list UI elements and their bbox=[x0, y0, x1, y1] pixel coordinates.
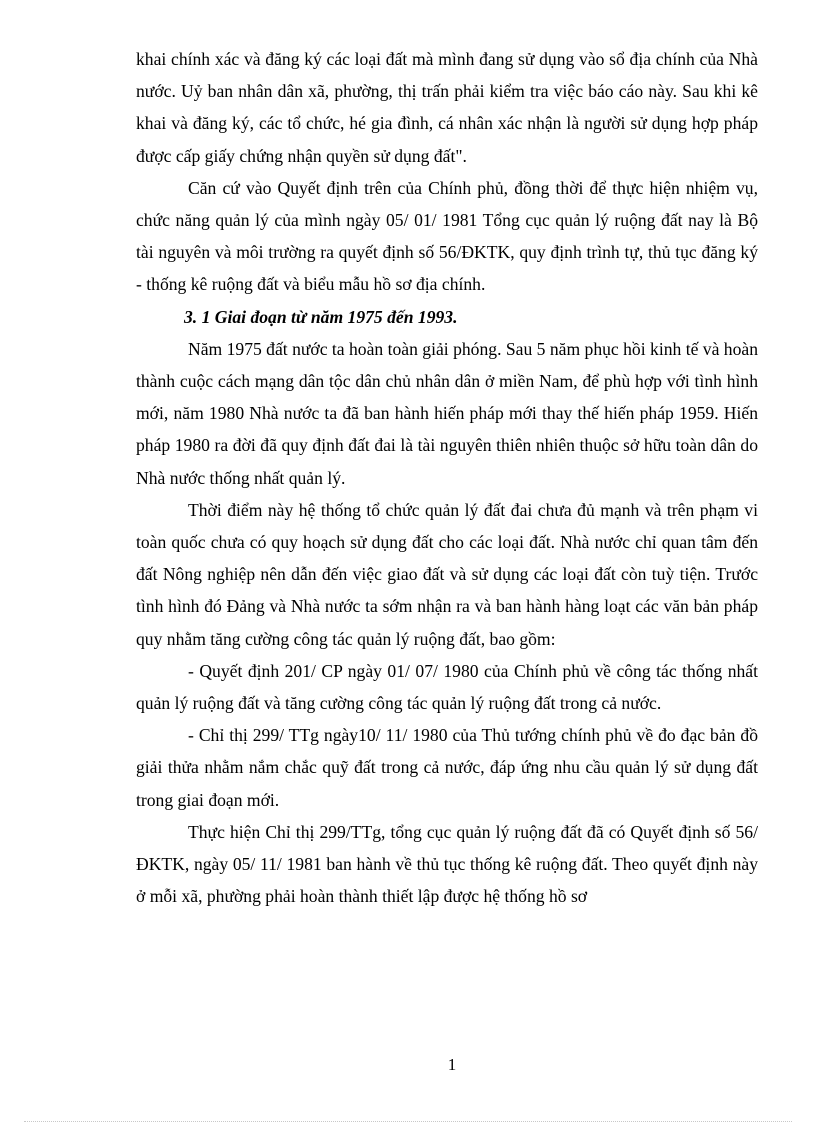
page-bottom-divider bbox=[24, 1121, 792, 1122]
page-number: 1 bbox=[447, 1055, 457, 1074]
paragraph: Căn cứ vào Quyết định trên của Chính phủ, đồng thời để thực hiện nhiệm vụ, chức năng quản lý của mình ngày 05/ 01/ 1981 Tổng cục quản lý ruộng đất nay là Bộ tài nguyên và môi trường ra quyết định số 56/ĐKTK, quy định trình tự, thủ tục đăng ký - thống kê ruộng đất và biểu mẫu hồ sơ địa chính. bbox=[136, 177, 758, 295]
list-item-directive-299: - Chỉ thị 299/ TTg ngày10/ 11/ 1980 của Thủ tướng chính phủ về đo đạc bản đồ giải thửa nhằm nắm chắc quỹ đất trong cả nước, đáp ứng nhu cầu quản lý sử dụng đất trong giai đoạn mới. bbox=[136, 725, 758, 810]
list-item-decision-201: - Quyết định 201/ CP ngày 01/ 07/ 1980 của Chính phủ về công tác thống nhất quản lý ruộng đất và tăng cường công tác quản lý ruộng đất trong cả nước. bbox=[136, 660, 758, 714]
paragraph: Năm 1975 đất nước ta hoàn toàn giải phóng. Sau 5 năm phục hồi kinh tế và hoàn thành cuộc cách mạng dân tộc dân chủ nhân dân ở miền Nam, để phù hợp với tình hình mới, năm 1980 Nhà nước ta đã ban hành hiến pháp mới thay thế hiến pháp 1959. Hiến pháp 1980 ra đời đã quy định đất đai là tài nguyên thiên nhiên thuộc sở hữu toàn dân do Nhà nước thống nhất quản lý. bbox=[136, 338, 758, 488]
paragraph: Thời điểm này hệ thống tổ chức quản lý đất đai chưa đủ mạnh và trên phạm vi toàn quốc chưa có quy hoạch sử dụng đất cho các loại đất. Nhà nước chỉ quan tâm đến đất Nông nghiệp nên dẫn đến việc giao đất và sử dụng các loại đất còn tuỳ tiện. Trước tình hình đó Đảng và Nhà nước ta sớm nhận ra và ban hành hàng loạt các văn bản pháp quy nhằm tăng cường công tác quản lý ruộng đất, bao gồm: bbox=[136, 499, 758, 649]
paragraph: Thực hiện Chỉ thị 299/TTg, tổng cục quản lý ruộng đất đã có Quyết định số 56/ĐKTK, ngày 05/ 11/ 1981 ban hành về thủ tục thống kê ruộng đất. Theo quyết định này ở mỗi xã, phường phải hoàn thành thiết lập được hệ thống hồ sơ bbox=[136, 821, 758, 907]
section-heading: 3. 1 Giai đoạn từ năm 1975 đến 1993. bbox=[184, 306, 458, 327]
paragraph-continuation: khai chính xác và đăng ký các loại đất mà mình đang sử dụng vào sổ địa chính của Nhà nước. Uỷ ban nhân dân xã, phường, thị trấn phải kiểm tra việc báo cáo này. Sau khi kê khai và đăng ký, các tổ chức, hé gia đình, cá nhân xác nhận là người sử dụng hợp pháp được cấp giấy chứng nhận quyền sử dụng đất". bbox=[136, 49, 758, 166]
body-text bbox=[136, 43, 758, 912]
